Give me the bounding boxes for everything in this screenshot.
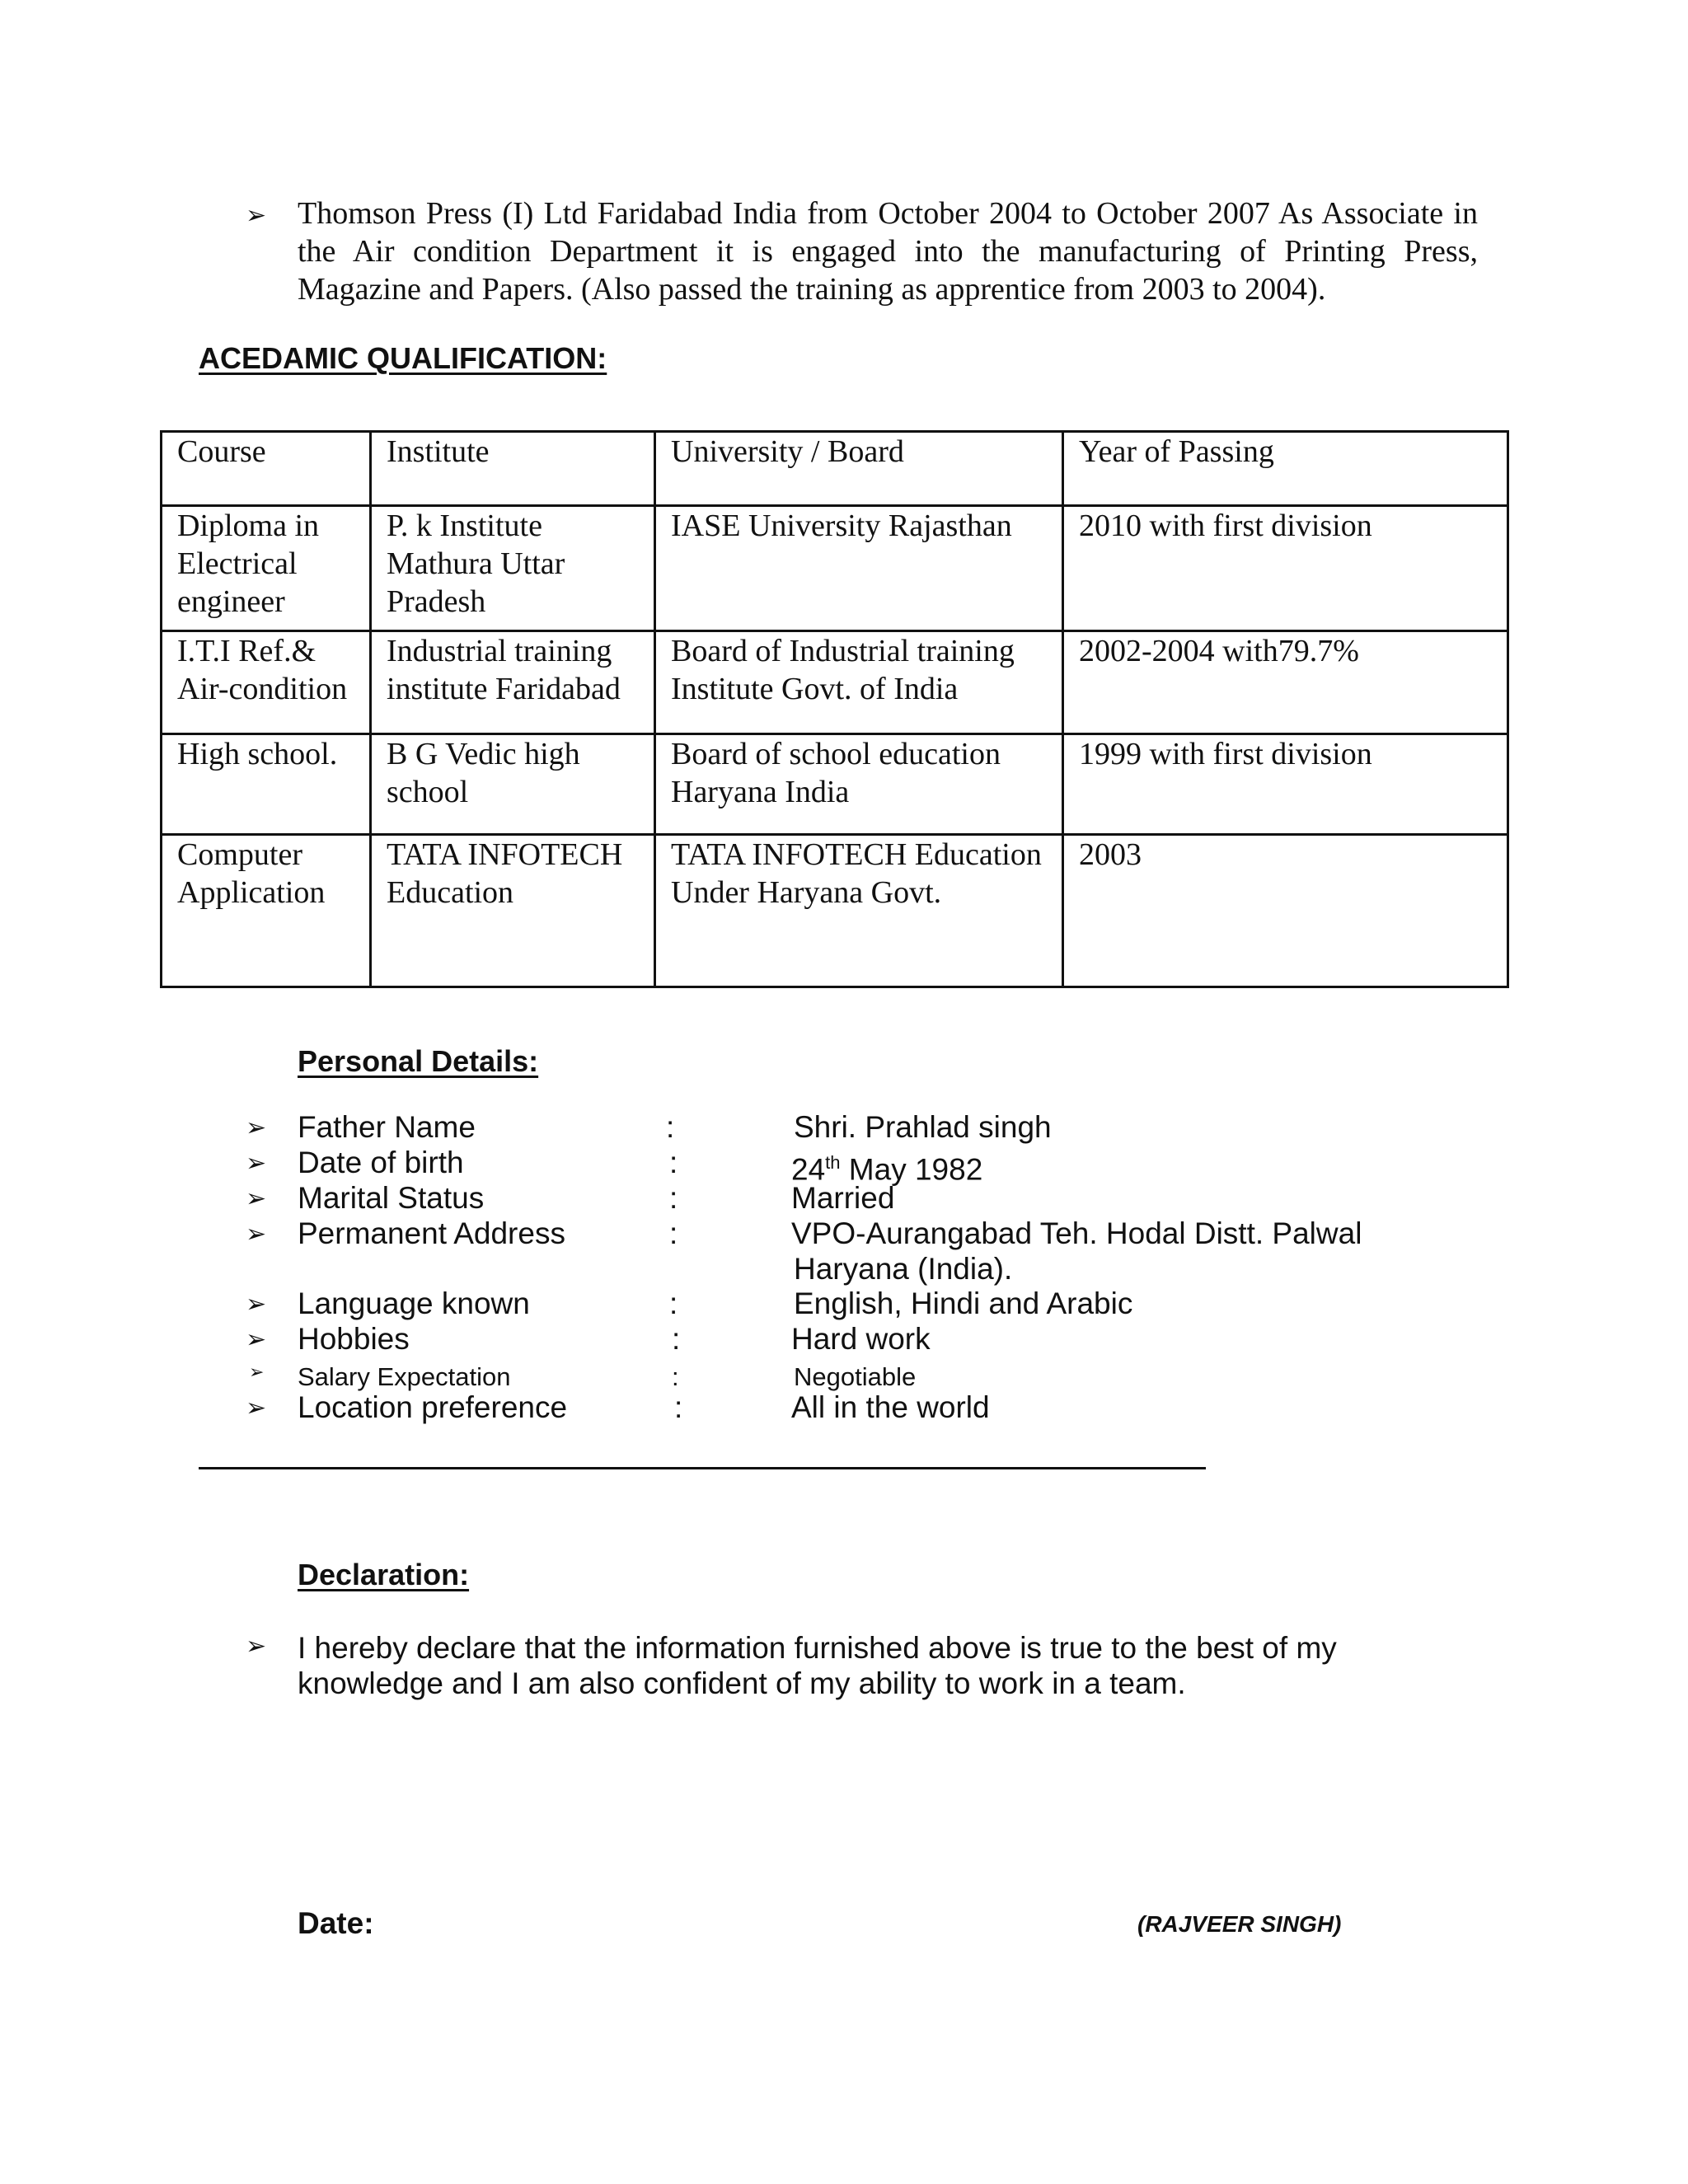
table-cell: B G Vedic high school xyxy=(371,734,655,835)
hobbies-value: Hard work xyxy=(791,1322,931,1356)
header-university: University / Board xyxy=(655,432,1063,506)
colon-separator: : xyxy=(669,1286,678,1320)
hobbies-label: Hobbies xyxy=(298,1322,410,1356)
table-cell: Diploma in Electrical engineer xyxy=(162,506,371,631)
signature-name: (RAJVEER SINGH) xyxy=(1137,1911,1342,1937)
header-course: Course xyxy=(162,432,371,506)
colon-separator: : xyxy=(672,1362,679,1391)
colon-separator: : xyxy=(669,1216,678,1250)
horizontal-divider xyxy=(199,1467,1206,1469)
dob-label: Date of birth xyxy=(298,1146,464,1179)
table-cell: P. k Institute Mathura Uttar Pradesh xyxy=(371,506,655,631)
marital-status-value: Married xyxy=(791,1181,895,1215)
table-row xyxy=(162,835,1508,987)
table-cell: Board of Industrial training Institute Govt. of India xyxy=(655,631,1063,734)
table-cell: TATA INFOTECH Education Under Haryana Govt. xyxy=(655,835,1063,987)
declaration-text: I hereby declare that the information furnished above is true to the best of my knowledge and I am also confident of my ability to work in a team. xyxy=(298,1631,1337,1700)
bullet-arrow-icon: ➢ xyxy=(246,1113,267,1142)
table-row xyxy=(162,506,1508,631)
bullet-arrow-icon: ➢ xyxy=(246,1220,267,1249)
father-name-label: Father Name xyxy=(298,1110,476,1144)
bullet-arrow-icon: ➢ xyxy=(249,1362,265,1383)
table-cell: 2002-2004 with79.7% xyxy=(1063,631,1508,734)
header-institute: Institute xyxy=(371,432,655,506)
location-value: All in the world xyxy=(791,1390,990,1424)
table-row xyxy=(162,631,1508,734)
table-row xyxy=(162,734,1508,835)
address-value: VPO-Aurangabad Teh. Hodal Distt. Palwal xyxy=(791,1216,1362,1250)
colon-separator: : xyxy=(674,1390,683,1424)
table-cell: High school. xyxy=(162,734,371,835)
marital-status-label: Marital Status xyxy=(298,1181,485,1215)
salary-label: Salary Expectation xyxy=(298,1362,511,1391)
academic-heading: ACEDAMIC QUALIFICATION: xyxy=(199,341,607,375)
table-cell: 2010 with first division xyxy=(1063,506,1508,631)
table-cell: Computer Application xyxy=(162,835,371,987)
language-value: English, Hindi and Arabic xyxy=(794,1286,1133,1320)
bullet-arrow-icon: ➢ xyxy=(246,1632,267,1661)
table-cell: TATA INFOTECH Education xyxy=(371,835,655,987)
table-cell: 1999 with first division xyxy=(1063,734,1508,835)
salary-value: Negotiable xyxy=(794,1362,917,1391)
bullet-arrow-icon: ➢ xyxy=(246,1184,267,1213)
qualification-table xyxy=(160,430,1509,988)
experience-entry: Thomson Press (I) Ltd Faridabad India from October 2004 to October 2007 As Associate in the Air condition Department it is engaged into the manufacturing of Printing Press, Magazine and Papers. (Also passed the training as apprentice from 2003 to 2004). xyxy=(298,196,1478,307)
declaration-heading: Declaration: xyxy=(298,1558,470,1591)
language-label: Language known xyxy=(298,1286,530,1320)
address-label: Permanent Address xyxy=(298,1216,565,1250)
table-cell: Board of school education Haryana India xyxy=(655,734,1063,835)
colon-separator: : xyxy=(672,1322,681,1356)
location-label: Location preference xyxy=(298,1390,568,1424)
address-value-line2: Haryana (India). xyxy=(794,1252,1013,1286)
colon-separator: : xyxy=(669,1146,678,1179)
dob-value: 24th May 1982 xyxy=(791,1152,983,1187)
bullet-arrow-icon: ➢ xyxy=(246,1290,267,1319)
table-cell: IASE University Rajasthan xyxy=(655,506,1063,631)
bullet-arrow-icon: ➢ xyxy=(246,1149,267,1178)
table-header-row xyxy=(162,432,1508,506)
colon-separator: : xyxy=(666,1110,675,1144)
table-cell: 2003 xyxy=(1063,835,1508,987)
personal-details-heading: Personal Details: xyxy=(298,1044,539,1078)
date-label: Date: xyxy=(298,1906,374,1940)
bullet-arrow-icon: ➢ xyxy=(246,201,267,230)
colon-separator: : xyxy=(669,1181,678,1215)
table-cell: I.T.I Ref.& Air-condition xyxy=(162,631,371,734)
bullet-arrow-icon: ➢ xyxy=(246,1325,267,1354)
father-name-value: Shri. Prahlad singh xyxy=(794,1110,1052,1144)
bullet-arrow-icon: ➢ xyxy=(246,1394,267,1422)
header-year: Year of Passing xyxy=(1063,432,1508,506)
table-cell: Industrial training institute Faridabad xyxy=(371,631,655,734)
